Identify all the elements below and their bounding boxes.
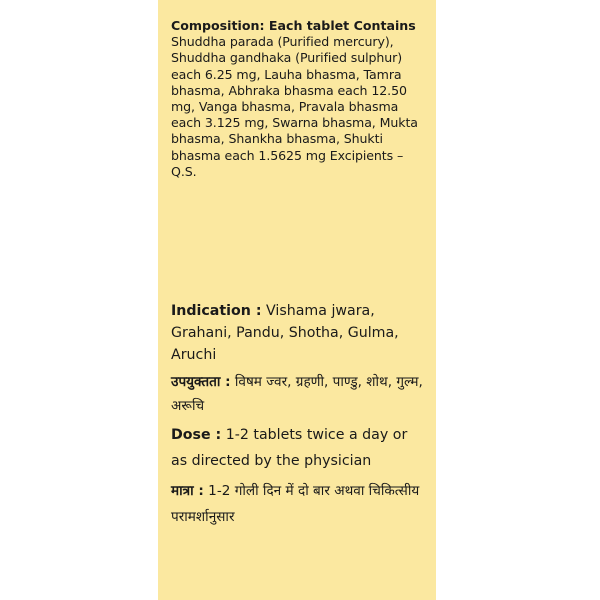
composition-body: Shuddha parada (Purified mercury), Shuddha gandhaka (Purified sulphur) each 6.25 mg, Lauha bhasma, Tamra bhasma, Abhraka bhasma each 12.50 mg, Vanga bhasma, Pravala bhasma each 3.125 mg, Swarna bhasma, Mukta bhasma, Shankha bhasma, Shukti bhasma each 1.5625 mg Excipients – Q.S.: [171, 34, 418, 179]
indication-label: Indication :: [171, 303, 262, 320]
composition-heading: Composition: Each tablet Contains: [171, 18, 416, 33]
dose-section: [171, 422, 426, 474]
indication-hindi-label: उपयुक्तता :: [171, 374, 231, 391]
dose-label: Dose :: [171, 427, 222, 444]
indication-hindi-section: [171, 370, 426, 418]
dose-hindi-section: [171, 478, 426, 530]
label-panel: [158, 0, 436, 600]
dose-text: 1-2 tablets twice a day or as directed by the physician: [171, 427, 408, 470]
indication-section: [171, 300, 426, 366]
dose-hindi-text: 1-2 गोली दिन में दो बार अथवा चिकित्सीय परामर्शानुसार: [171, 483, 420, 526]
dose-hindi-label: मात्रा :: [171, 483, 204, 500]
indication-text: Vishama jwara, Grahani, Pandu, Shotha, Gulma, Aruchi: [171, 303, 399, 364]
composition-section: [171, 18, 426, 180]
indication-hindi-text: विषम ज्वर, ग्रहणी, पाण्डु, शोथ, गुल्म, अरूचि: [171, 374, 423, 415]
